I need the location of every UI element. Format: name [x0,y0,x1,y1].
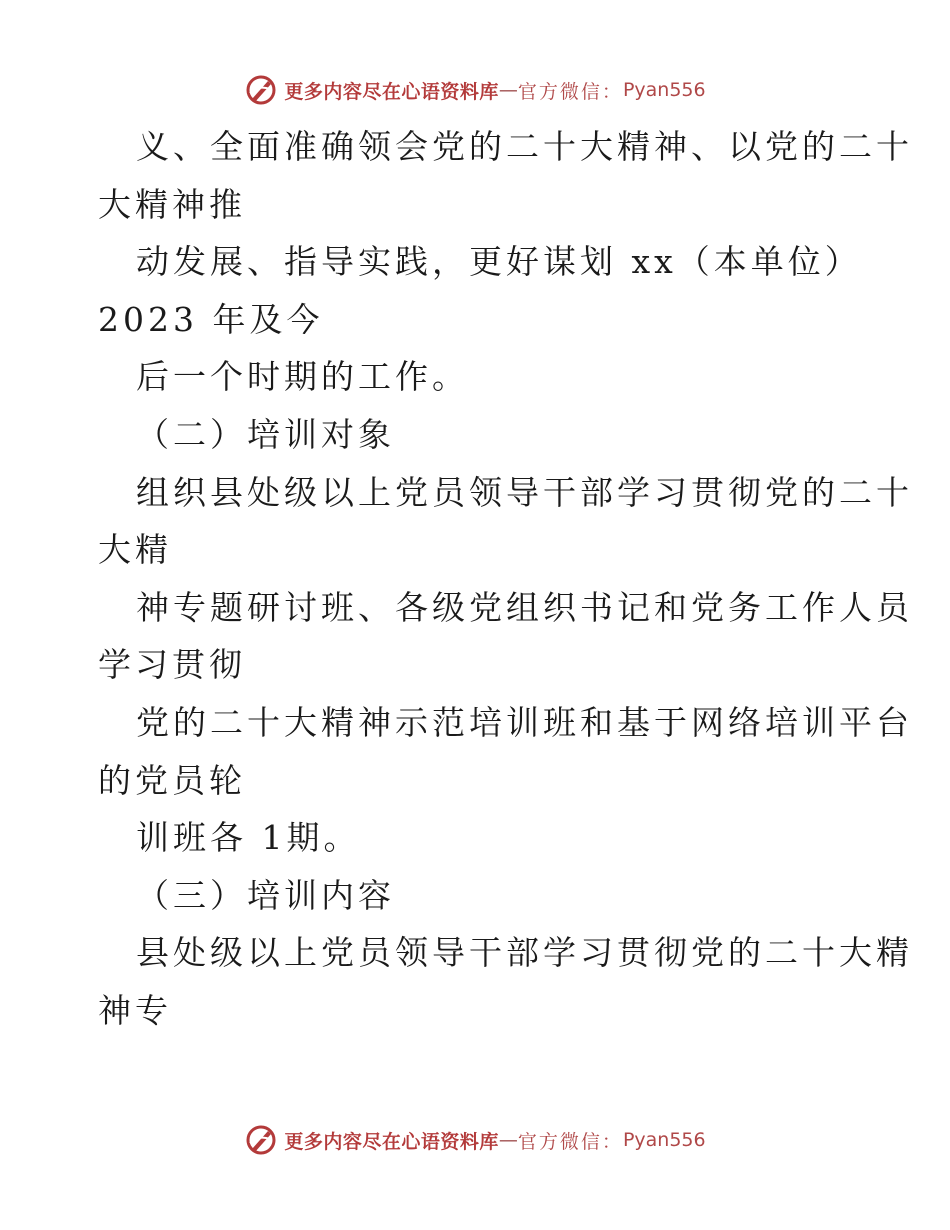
footer-wechat-id: Pyan556 [622,1129,706,1151]
footer-watermark [0,1120,950,1160]
body-line: 动发展、指导实践，更好谋划 xx（本单位） [136,242,862,282]
section-heading: （二）培训对象 [136,414,395,454]
body-line: 党的二十大精神示范培训班和基于网络培训平台 [136,702,913,742]
body-line: 后一个时期的工作。 [136,357,469,397]
body-line: 组织县处级以上党员领导干部学习贯彻党的二十 [136,472,913,512]
header-separator: — [498,79,518,101]
pen-swirl-icon [244,1123,278,1157]
pen-swirl-icon [244,73,278,107]
header-wechat-id: Pyan556 [622,79,706,101]
header-wechat-label: 官方微信： [517,80,623,103]
body-line: 义、全面准确领会党的二十大精神、以党的二十 [136,127,913,166]
body-line: 大精神推 [98,184,246,224]
body-line: 神专 [98,990,172,1030]
body-line: 大精 [98,530,172,570]
footer-separator: — [498,1129,518,1151]
body-line: 2023 年及今 [98,299,324,339]
section-heading: （三）培训内容 [136,875,395,915]
body-line: 神专题研讨班、各级党组织书记和党务工作人员 [136,587,913,627]
body-line: 学习贯彻 [98,645,246,685]
body-line: 的党员轮 [98,760,246,800]
body-line: 县处级以上党员领导干部学习贯彻党的二十大精 [136,933,913,973]
header-site-text: 更多内容尽在心语资料库 [284,80,499,103]
footer-wechat-label: 官方微信： [517,1130,623,1153]
body-line: 训班各 1期。 [136,818,361,858]
footer-site-text: 更多内容尽在心语资料库 [284,1130,499,1153]
header-watermark [0,70,950,110]
document-body [98,118,913,1040]
